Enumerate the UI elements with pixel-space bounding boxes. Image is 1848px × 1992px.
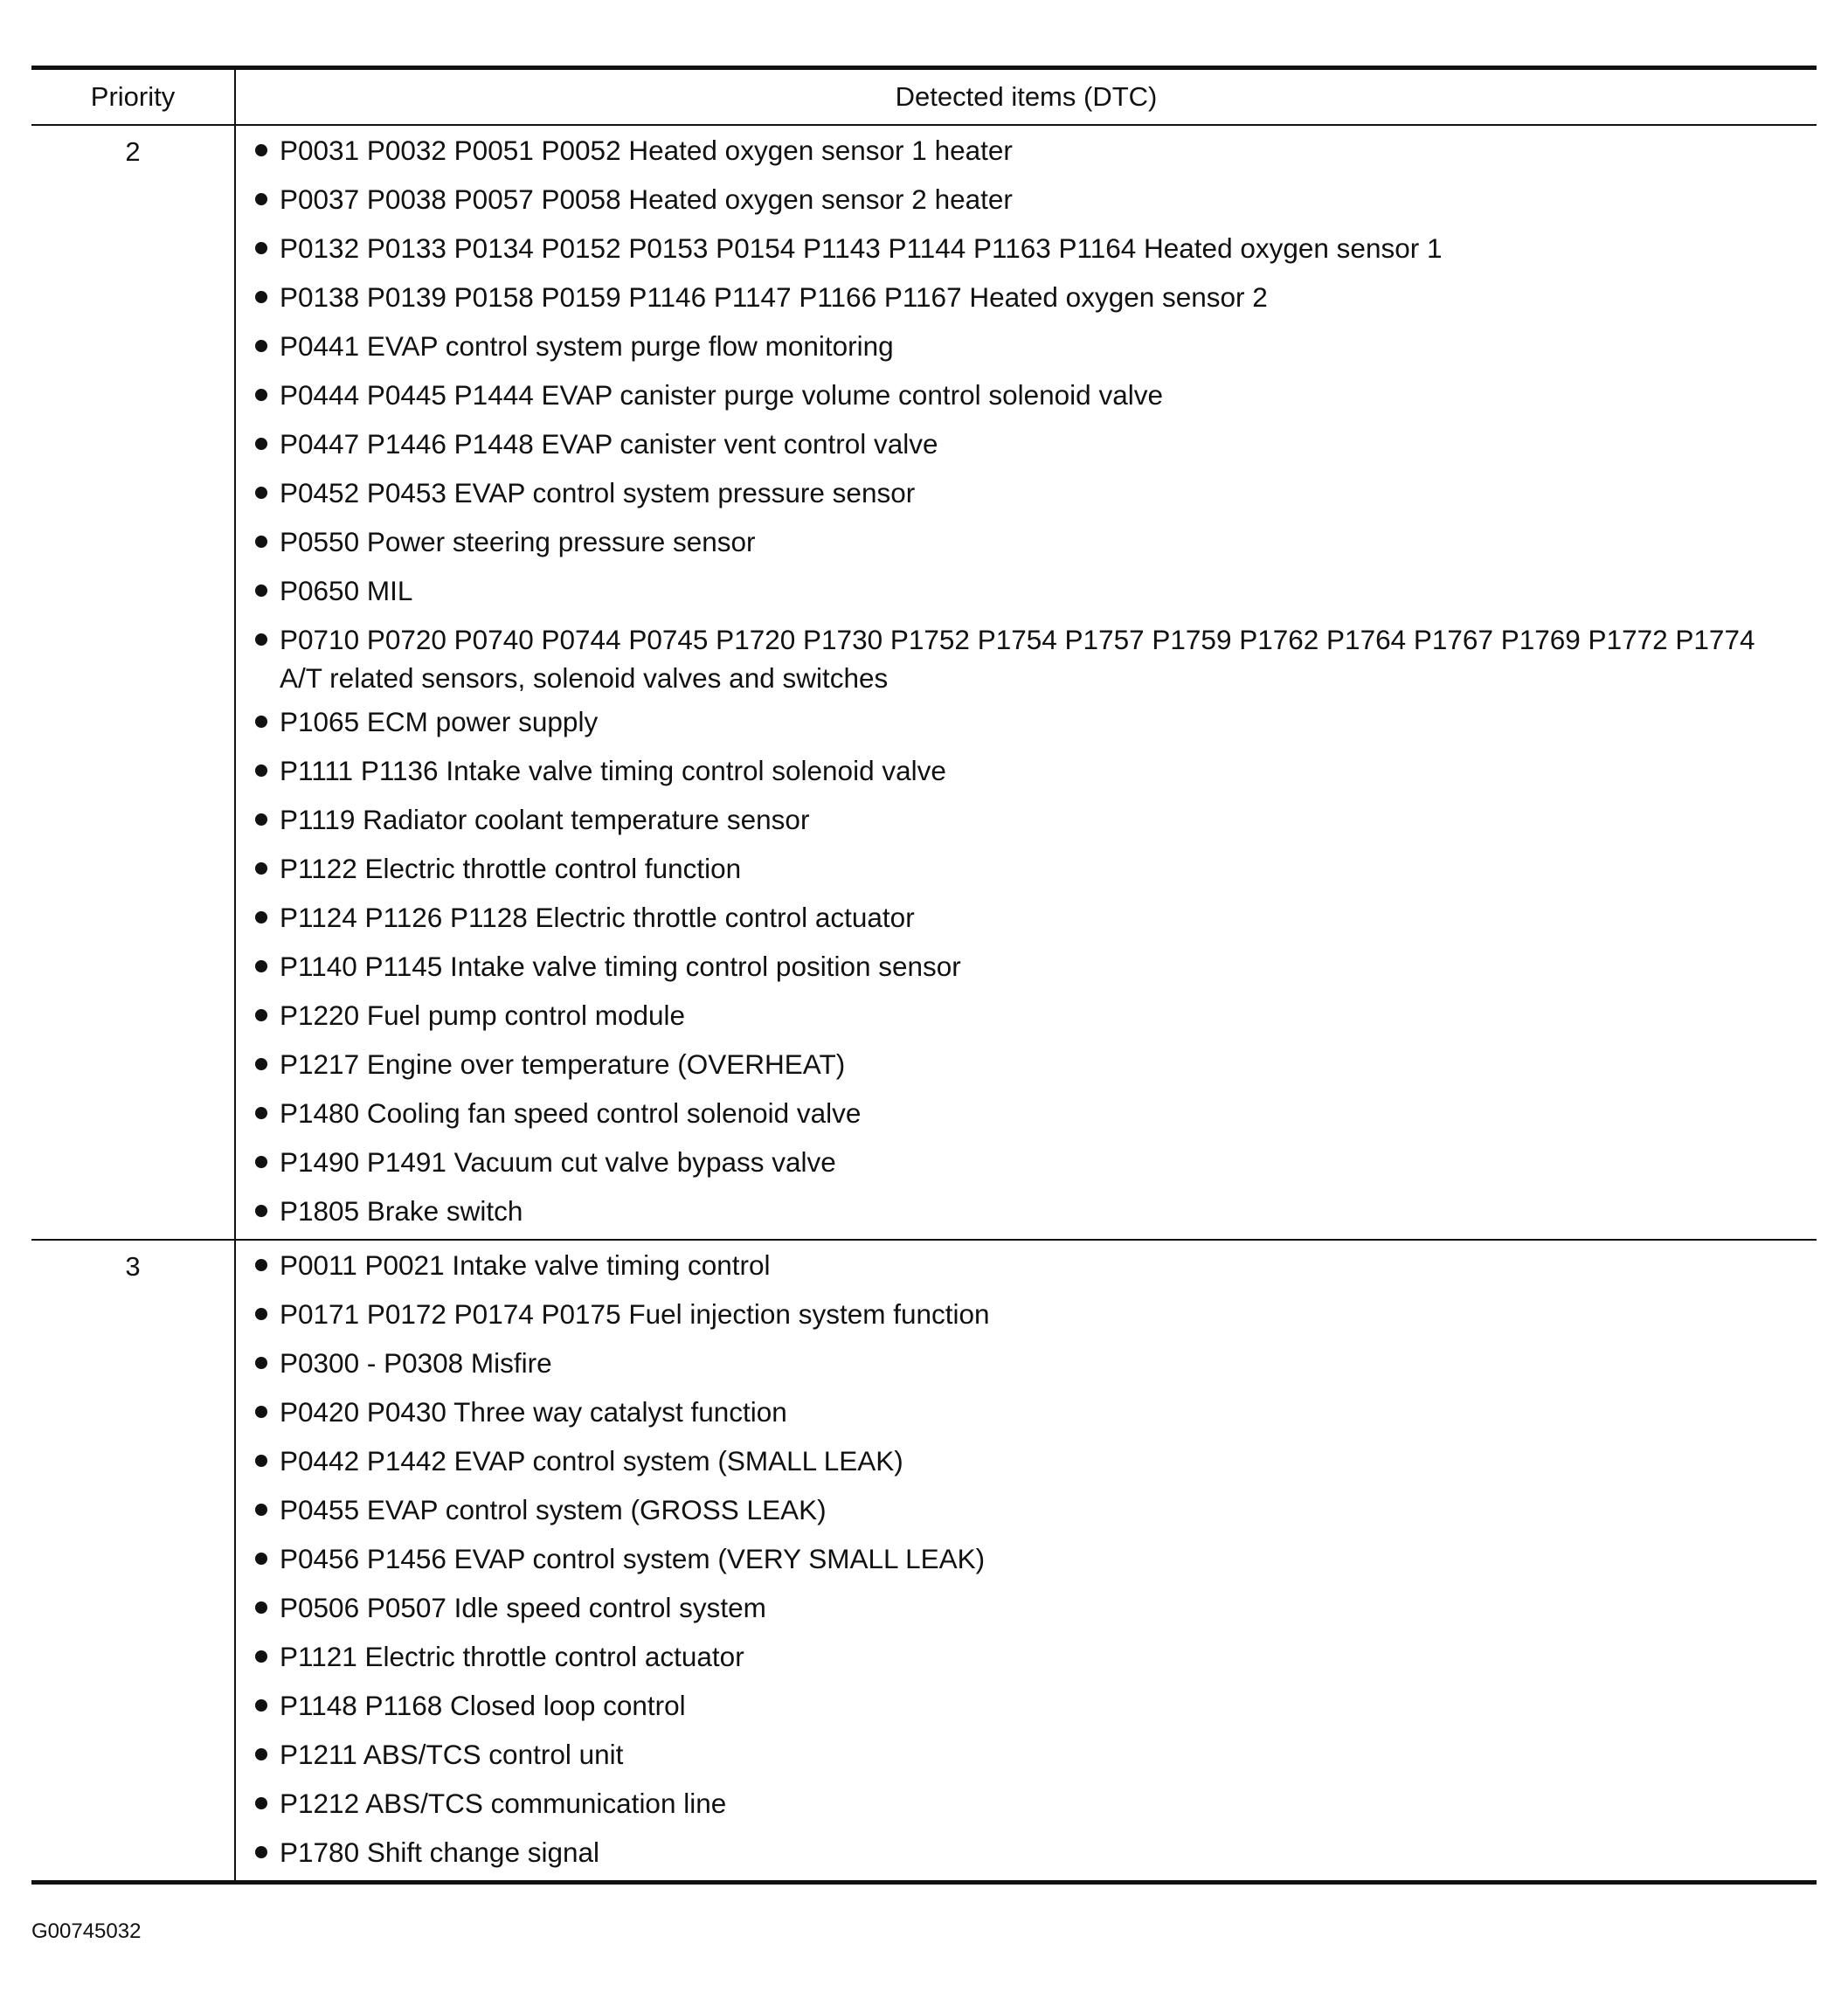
dtc-list-item xyxy=(255,1681,1817,1730)
bullet-icon xyxy=(255,764,267,777)
dtc-item-text: P0300 - P0308 Misfire xyxy=(280,1347,552,1379)
dtc-priority-table xyxy=(31,66,1817,1885)
bullet-icon xyxy=(255,1455,267,1467)
dtc-item-text: P0132 P0133 P0134 P0152 P0153 P0154 P1143 P1144 P1163 P1164 Heated oxygen sensor 1 xyxy=(280,232,1443,264)
dtc-item-text: P0441 EVAP control system purge flow monitoring xyxy=(280,330,894,362)
dtc-item-text: P0444 P0445 P1444 EVAP canister purge volume control solenoid valve xyxy=(280,379,1163,411)
bullet-icon xyxy=(255,1650,267,1663)
dtc-item-text: P0447 P1446 P1448 EVAP canister vent control valve xyxy=(280,428,938,460)
dtc-list-item xyxy=(255,1290,1817,1338)
bullet-icon xyxy=(255,144,267,156)
dtc-item-text: P0650 MIL xyxy=(280,575,413,606)
dtc-list-item xyxy=(255,224,1817,273)
dtc-item-text: P0456 P1456 EVAP control system (VERY SMALL LEAK) xyxy=(280,1543,986,1574)
dtc-item-text: P0452 P0453 EVAP control system pressure sensor xyxy=(280,477,916,508)
bullet-icon xyxy=(255,813,267,826)
dtc-list-item xyxy=(255,175,1817,224)
bullet-icon xyxy=(255,1601,267,1614)
dtc-item-text: P1211 ABS/TCS control unit xyxy=(280,1739,624,1770)
dtc-list-item xyxy=(255,566,1817,615)
bullet-icon xyxy=(255,291,267,303)
dtc-list-item xyxy=(255,746,1817,795)
dtc-item-text: P0550 Power steering pressure sensor xyxy=(280,526,756,557)
dtc-list-item xyxy=(255,1338,1817,1387)
bullet-icon xyxy=(255,911,267,923)
dtc-item-text: P0011 P0021 Intake valve timing control xyxy=(280,1249,771,1281)
bullet-icon xyxy=(255,1357,267,1369)
dtc-list-item xyxy=(255,844,1817,893)
dtc-item-text: P1119 Radiator coolant temperature sensor xyxy=(280,804,810,835)
dtc-list-item xyxy=(255,1632,1817,1681)
detected-items-list xyxy=(236,1241,1817,1880)
dtc-item-text: P1140 P1145 Intake valve timing control position sensor xyxy=(280,951,961,982)
dtc-list-item xyxy=(255,1779,1817,1828)
bullet-icon xyxy=(255,438,267,450)
bullet-icon xyxy=(255,1504,267,1516)
dtc-item-text: P0171 P0172 P0174 P0175 Fuel injection system function xyxy=(280,1298,990,1330)
dtc-list-item xyxy=(255,1089,1817,1138)
dtc-item-text: P1148 P1168 Closed loop control xyxy=(280,1690,686,1721)
dtc-list-item xyxy=(255,370,1817,419)
dtc-list-item xyxy=(255,1534,1817,1583)
dtc-list-item xyxy=(255,942,1817,991)
dtc-item-text: P0420 P0430 Three way catalyst function xyxy=(280,1396,787,1428)
dtc-item-text: P1121 Electric throttle control actuator xyxy=(280,1641,744,1672)
bullet-icon xyxy=(255,536,267,548)
dtc-item-text: P1780 Shift change signal xyxy=(280,1836,600,1868)
bullet-icon xyxy=(255,487,267,499)
priority-value: 2 xyxy=(31,126,236,1239)
dtc-item-text: P1124 P1126 P1128 Electric throttle control actuator xyxy=(280,902,915,933)
dtc-list-item xyxy=(255,1186,1817,1235)
bullet-icon xyxy=(255,1259,267,1271)
dtc-list-item xyxy=(255,697,1817,746)
priority-value: 3 xyxy=(31,1241,236,1880)
bullet-icon xyxy=(255,242,267,254)
bullet-icon xyxy=(255,1797,267,1809)
table-body xyxy=(31,126,1817,1880)
dtc-list-item xyxy=(255,1241,1817,1290)
dtc-item-text: P1212 ABS/TCS communication line xyxy=(280,1788,727,1819)
dtc-item-text: P0455 EVAP control system (GROSS LEAK) xyxy=(280,1494,827,1525)
bullet-icon xyxy=(255,1107,267,1119)
bullet-icon xyxy=(255,633,267,646)
bullet-icon xyxy=(255,960,267,972)
dtc-list-item xyxy=(255,795,1817,844)
priority-group-row xyxy=(31,126,1817,1239)
header-priority: Priority xyxy=(31,70,236,124)
bullet-icon xyxy=(255,1846,267,1858)
dtc-item-text: P1805 Brake switch xyxy=(280,1195,523,1227)
bullet-icon xyxy=(255,1748,267,1760)
dtc-item-text: P0138 P0139 P0158 P0159 P1146 P1147 P1166 P1167 Heated oxygen sensor 2 xyxy=(280,281,1268,313)
dtc-list-item xyxy=(255,1040,1817,1089)
bullet-icon xyxy=(255,1205,267,1217)
dtc-list-item xyxy=(255,273,1817,322)
dtc-item-text: P1490 P1491 Vacuum cut valve bypass valve xyxy=(280,1146,836,1178)
dtc-list-item xyxy=(255,991,1817,1040)
dtc-item-text: P1217 Engine over temperature (OVERHEAT) xyxy=(280,1048,846,1080)
figure-id: G00745032 xyxy=(31,1919,142,1943)
bullet-icon xyxy=(255,1058,267,1070)
bullet-icon xyxy=(255,1406,267,1418)
bullet-icon xyxy=(255,1553,267,1565)
bullet-icon xyxy=(255,1699,267,1712)
dtc-item-text: P0442 P1442 EVAP control system (SMALL LEAK) xyxy=(280,1445,903,1477)
dtc-list-item xyxy=(255,322,1817,370)
bullet-icon xyxy=(255,340,267,352)
dtc-item-text: P0506 P0507 Idle speed control system xyxy=(280,1592,766,1623)
bullet-icon xyxy=(255,1156,267,1168)
dtc-list-item xyxy=(255,1138,1817,1186)
bullet-icon xyxy=(255,862,267,875)
detected-items-list xyxy=(236,126,1817,1239)
dtc-list-item xyxy=(255,615,1817,697)
dtc-list-item xyxy=(255,1387,1817,1436)
dtc-list-item xyxy=(255,126,1817,175)
dtc-list-item xyxy=(255,1583,1817,1632)
dtc-list-item xyxy=(255,419,1817,468)
bullet-icon xyxy=(255,716,267,728)
dtc-list-item xyxy=(255,1485,1817,1534)
priority-group-row xyxy=(31,1239,1817,1880)
dtc-item-text: P1065 ECM power supply xyxy=(280,706,599,737)
dtc-item-text: P0710 P0720 P0740 P0744 P0745 P1720 P1730 P1752 P1754 P1757 P1759 P1762 P1764 P1767 P1769 P1772 P1774 A/T related sensors, solenoid valves and switches xyxy=(280,624,1755,694)
bullet-icon xyxy=(255,389,267,401)
header-detected-items: Detected items (DTC) xyxy=(895,81,1158,112)
dtc-list-item xyxy=(255,1436,1817,1485)
dtc-list-item xyxy=(255,1828,1817,1877)
bullet-icon xyxy=(255,584,267,597)
dtc-list-item xyxy=(255,1730,1817,1779)
dtc-item-text: P0037 P0038 P0057 P0058 Heated oxygen sensor 2 heater xyxy=(280,183,1013,215)
bullet-icon xyxy=(255,1009,267,1021)
dtc-item-text: P1480 Cooling fan speed control solenoid valve xyxy=(280,1097,862,1129)
bullet-icon xyxy=(255,193,267,205)
dtc-item-text: P1220 Fuel pump control module xyxy=(280,999,686,1031)
dtc-list-item xyxy=(255,893,1817,942)
dtc-item-text: P1122 Electric throttle control function xyxy=(280,853,742,884)
bullet-icon xyxy=(255,1308,267,1320)
dtc-item-text: P0031 P0032 P0051 P0052 Heated oxygen sensor 1 heater xyxy=(280,135,1013,166)
dtc-list-item xyxy=(255,517,1817,566)
dtc-list-item xyxy=(255,468,1817,517)
table-header-row xyxy=(31,70,1817,126)
dtc-item-text: P1111 P1136 Intake valve timing control solenoid valve xyxy=(280,755,946,786)
